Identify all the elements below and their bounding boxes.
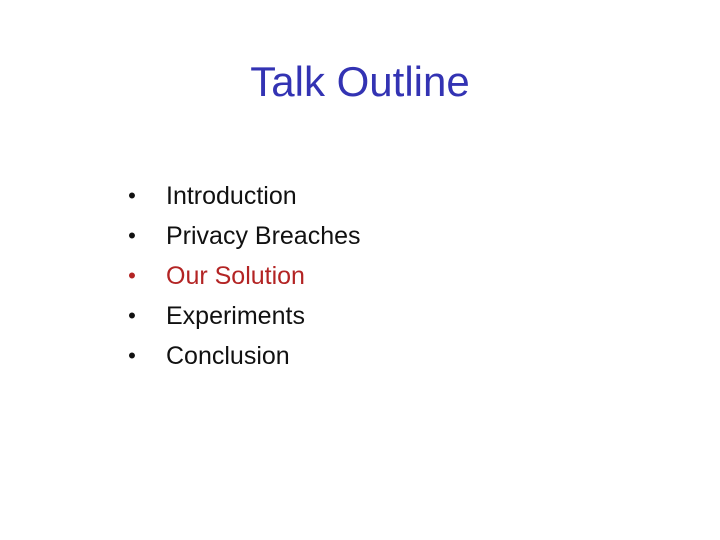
bullet-icon: • — [128, 343, 136, 368]
outline-item-privacy-breaches — [128, 216, 361, 256]
bullet-icon: • — [128, 223, 136, 248]
outline-item-label: Experiments — [166, 302, 305, 330]
bullet-icon: • — [128, 263, 136, 288]
outline-list — [128, 176, 361, 376]
bullet-icon: • — [128, 303, 136, 328]
outline-item-our-solution — [128, 256, 361, 296]
outline-item-label: Introduction — [166, 182, 297, 210]
outline-item-label: Privacy Breaches — [166, 222, 361, 250]
outline-item-label: Conclusion — [166, 342, 290, 370]
outline-item-experiments — [128, 296, 361, 336]
outline-item-label: Our Solution — [166, 262, 305, 290]
bullet-icon: • — [128, 183, 136, 208]
outline-item-conclusion — [128, 336, 361, 376]
slide-title: Talk Outline — [250, 58, 470, 105]
outline-item-introduction — [128, 176, 361, 216]
